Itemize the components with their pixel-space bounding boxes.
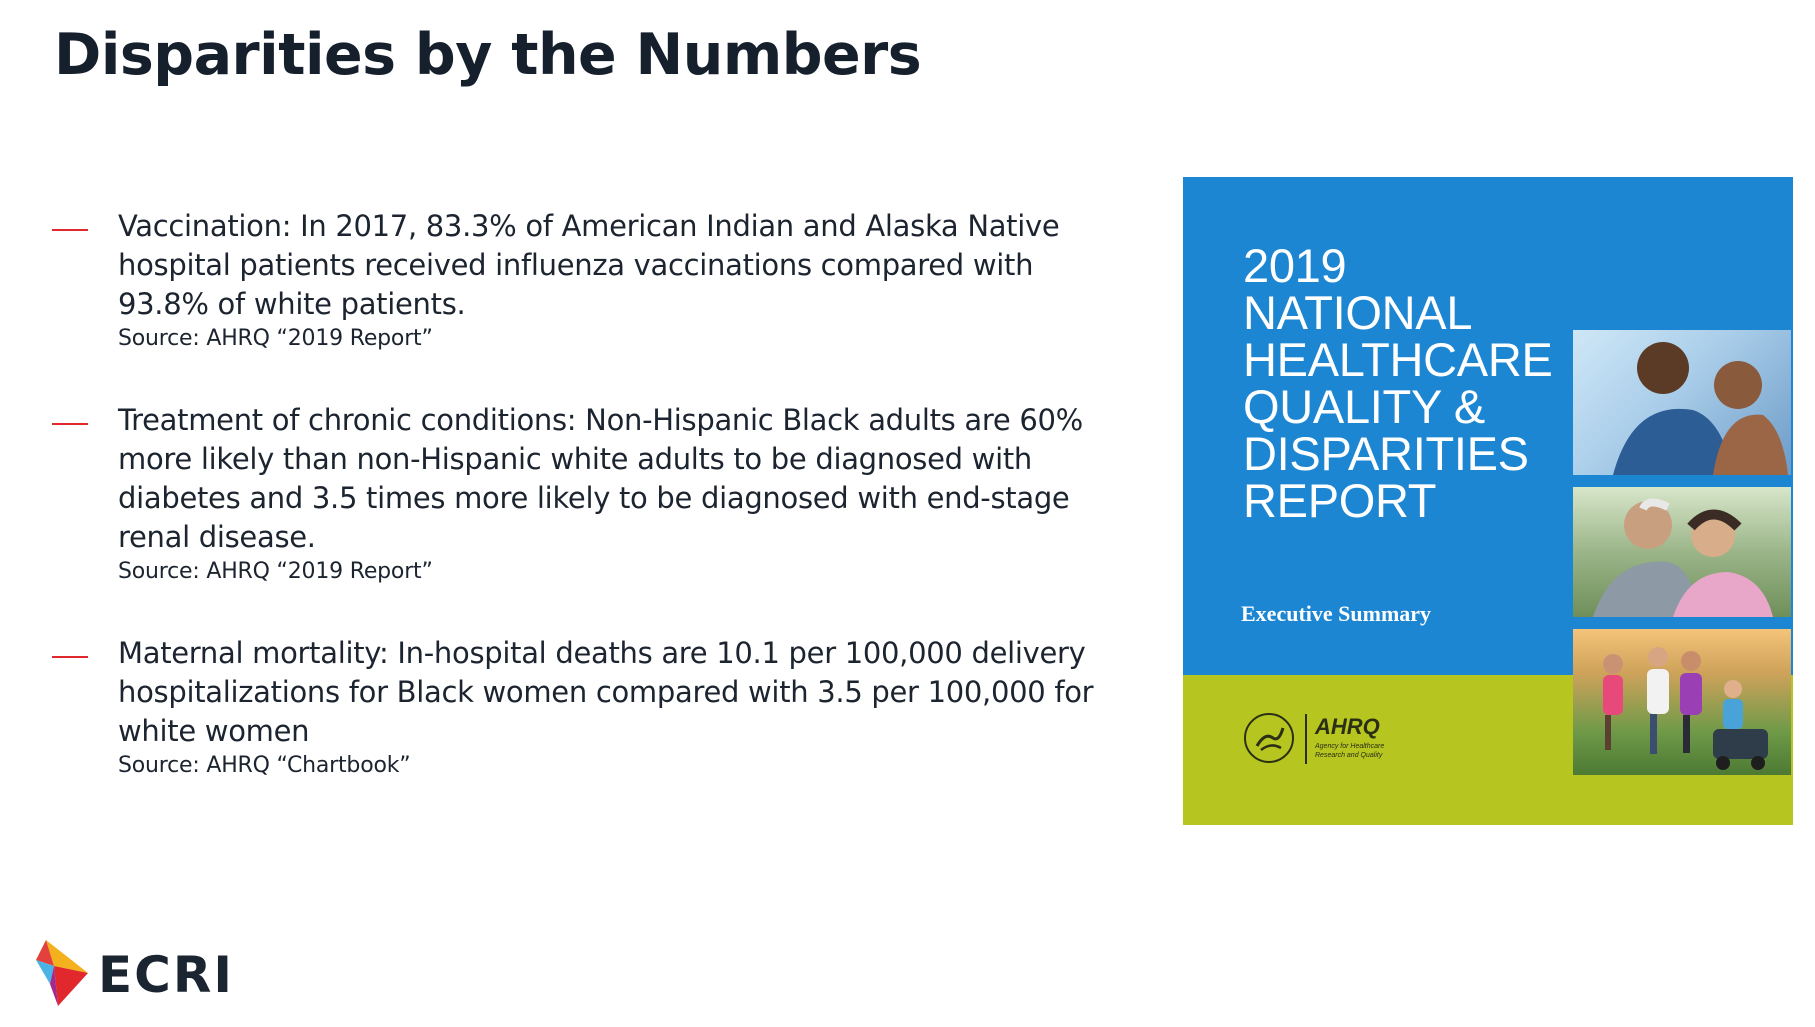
bullet-source: Source: AHRQ “Chartbook” [118, 753, 411, 778]
bullet-text: Treatment of chronic conditions: Non-Hispanic Black adults are 60% more likely than non-Hispanic white adults to be diagnosed with diabetes and 3.5 times more likely to be diagnosed with end-stage renal disease. [118, 403, 1083, 554]
cover-subtitle: Executive Summary [1241, 601, 1432, 626]
slide-title: Disparities by the Numbers [54, 22, 922, 88]
ahrq-logo-text: AHRQ [1315, 714, 1380, 739]
hhs-seal-icon [1243, 712, 1295, 764]
bullet-dash [52, 656, 88, 658]
doctor-child-photo [1573, 330, 1791, 475]
bullet-source: Source: AHRQ “2019 Report” [118, 559, 433, 584]
ecri-arrow-icon [36, 940, 88, 1006]
brand-name: ECRI [98, 946, 234, 1004]
bullet-list [50, 207, 1110, 780]
couple-photo [1573, 487, 1791, 617]
bullet-dash [52, 229, 88, 231]
cover-title: 2019 NATIONAL HEALTHCARE QUALITY & DISPARITIES REPORT [1243, 239, 1553, 527]
bullet-chronic-conditions [50, 401, 1110, 586]
bullet-text: Vaccination: In 2017, 83.3% of American Indian and Alaska Native hospital patients received influenza vaccinations compared with 93.8% of white patients. [118, 209, 1060, 321]
bullet-maternal-mortality [50, 634, 1110, 780]
logo-divider [1305, 714, 1307, 764]
ahrq-tagline: Agency for Healthcare Research and Quality [1315, 743, 1385, 759]
report-cover-image [1183, 177, 1793, 825]
bullet-source: Source: AHRQ “2019 Report” [118, 326, 433, 351]
bullet-dash [52, 423, 88, 425]
bullet-vaccination [50, 207, 1110, 353]
family-jogging-photo [1573, 629, 1791, 775]
bullet-text: Maternal mortality: In-hospital deaths are 10.1 per 100,000 delivery hospitalizations for Black women compared with 3.5 per 100,000 for white women [118, 636, 1094, 748]
